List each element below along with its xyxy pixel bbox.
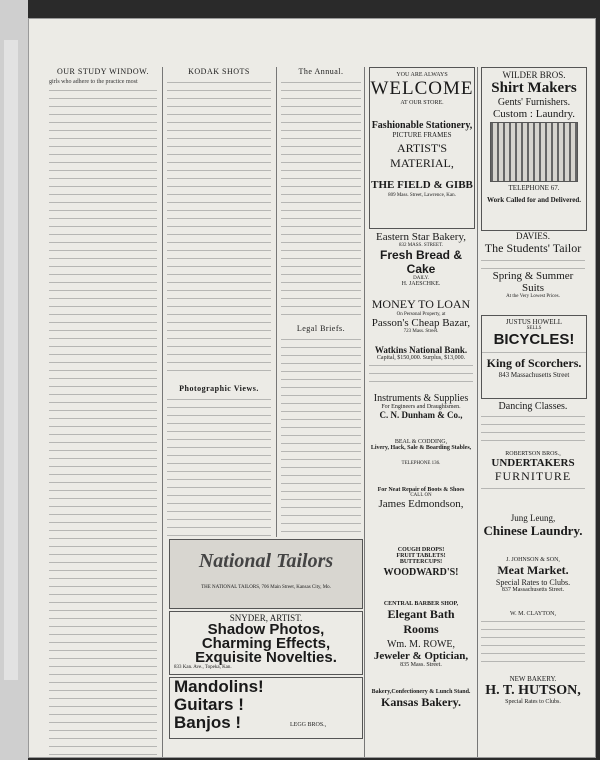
welcome-title: YOU ARE ALWAYS (396, 72, 448, 78)
welcome-ad (369, 67, 475, 229)
legal-briefs-heading: Legal Briefs. (296, 324, 346, 333)
page-edge-left (0, 0, 28, 760)
beal-name: BEAL & CODDING, (394, 439, 448, 445)
wilder-building-image (490, 122, 578, 182)
meat-address: 837 Massachusetts Street. (501, 587, 565, 593)
national-tailors-address: THE NATIONAL TAILORS, 706 Main Street, Kansas City, Mo. (201, 585, 331, 590)
meat-rates: Special Rates to Clubs. (495, 578, 571, 587)
buttercups: BUTTERCUPS! (399, 559, 443, 565)
watkins-small-print (369, 361, 473, 385)
welcome-address: 809 Mass. Street, Lawrence, Kan. (388, 193, 456, 198)
boot-call-on: CALL ON (410, 493, 432, 498)
dunham-instruments: Instruments & Supplies (373, 393, 469, 404)
snyder-shadow-photos: Shadow Photos, (207, 621, 325, 638)
snyder-artist-ad (169, 611, 363, 675)
rowe-name: Wm. M. ROWE, (386, 639, 456, 650)
dancing-classes-ad (481, 401, 585, 447)
kodak-shots-column (167, 67, 271, 537)
barber-shop-ad (369, 601, 473, 637)
hutson-rates: Special Rates to Clubs. (505, 699, 561, 705)
column-rule-1 (162, 67, 163, 757)
robertson-small-print (481, 484, 585, 496)
annual-column (281, 67, 361, 537)
snyder-charming-effects: Charming Effects, (201, 635, 331, 652)
banjos-text: Banjos ! (174, 713, 242, 732)
photographic-views-body-text (167, 395, 271, 537)
welcome-artist: ARTIST'S MATERIAL, (390, 141, 454, 170)
boot-name: James Edmondson, (378, 498, 464, 510)
wilder-shirt-makers: Shirt Makers (491, 80, 577, 96)
snyder-name: SNYDER, ARTIST. (229, 613, 303, 623)
meat-title: Meat Market. (497, 563, 569, 577)
welcome-big: WELCOME (370, 78, 474, 99)
beal-stables: Livery, Hack, Sale & Boarding Stables, (370, 445, 472, 451)
meat-owner: J. JOHNSON & SON, (506, 557, 560, 563)
wilder-name: WILDER BROS. (502, 70, 566, 80)
robertson-ad (481, 451, 585, 511)
column-rule-4 (477, 67, 478, 757)
photographic-views-heading: Photographic Views. (179, 384, 259, 393)
annual-heading: The Annual. (298, 67, 344, 76)
national-tailors-title: National Tailors (198, 550, 334, 572)
howell-scorchers: King of Scorchers. (486, 356, 582, 370)
kodak-shots-body-text (167, 78, 271, 378)
davies-suits: Spring & Summer Suits (492, 270, 574, 294)
national-tailors-ad (169, 539, 363, 609)
welcome-frames: PICTURE FRAMES (392, 131, 452, 139)
dunham-company: C. N. Dunham & Co., (379, 410, 463, 420)
rowe-jeweler-ad (369, 639, 473, 685)
watkins-capital: Capital, $150,000. Surplus, $13,000. (376, 355, 466, 361)
kodak-shots-heading: KODAK SHOTS (188, 67, 250, 76)
fruit-tablets: FRUIT TABLETS! (396, 553, 446, 559)
wilder-bros-ad (481, 67, 587, 231)
hutson-bakery-ad (481, 675, 585, 731)
watkins-title: Watkins National Bank. (374, 345, 468, 355)
guitars-text: Guitars ! (174, 695, 244, 714)
mandolins-ad (169, 677, 363, 739)
money-title: MONEY TO LOAN (371, 297, 471, 311)
robertson-undertakers: UNDERTAKERS (491, 457, 575, 469)
laundry-title: Chinese Laundry. (483, 523, 583, 538)
kansas-bakery-ad (369, 689, 473, 729)
bakery-address: 832 MASS. STREET. (398, 243, 444, 248)
mandolins-text: Mandolins! (174, 677, 264, 696)
wilder-laundry: Custom : Laundry. (492, 108, 576, 120)
bakery-ad (369, 231, 473, 293)
money-sub: On Personal Property, at (396, 312, 446, 317)
legg-bros-text: LEGG BROS., (290, 722, 327, 728)
howell-address: 843 Massachusetts Street (498, 371, 570, 379)
boot-repair-title: For Neat Repair of Boots & Shoes (377, 487, 465, 493)
bakery-title: Eastern Star Bakery, (375, 231, 466, 243)
wilder-furnishers: Gents' Furnishers. (497, 97, 571, 108)
dunham-engineers: For Engineers and Draughtsmen. (381, 404, 461, 410)
howell-bicycles-ad (481, 315, 587, 399)
bakery-daily: DAILY. (413, 276, 429, 281)
annual-body-text (281, 78, 361, 318)
welcome-stationery: Fashionable Stationery, (371, 120, 473, 131)
watkins-bank-ad (369, 345, 473, 391)
cough-drops: COUGH DROPS! (397, 547, 445, 553)
howell-small-print (482, 348, 586, 356)
wilder-delivery-note: Work Called for and Delivered. (486, 196, 582, 204)
wilder-telephone: TELEPHONE 67. (508, 184, 560, 192)
money-loan-ad (369, 297, 473, 343)
beal-telephone: TELEPHONE 136. (401, 461, 441, 466)
clayton-ad (481, 611, 585, 671)
dancing-title: Dancing Classes. (498, 401, 568, 412)
boot-repair-ad (369, 487, 473, 543)
barber-title: CENTRAL BARBER SHOP, (383, 601, 459, 607)
newspaper-page (28, 18, 596, 758)
kansas-bakery-name: Kansas Bakery. (380, 695, 461, 709)
snyder-address: 833 Kan. Ave., Topeka, Kan. (174, 665, 232, 670)
robertson-name: ROBERTSON BROS., (505, 451, 561, 457)
study-window-heading: OUR STUDY WINDOW. (57, 67, 149, 76)
cough-drops-ad (369, 547, 473, 597)
beal-codding-ad (369, 439, 473, 483)
rowe-jeweler: Jeweler & Optician, (373, 650, 469, 662)
robertson-furniture: FURNITURE (494, 469, 572, 483)
money-address: 723 Mass. Street. (403, 329, 439, 334)
legal-briefs-body-text (281, 335, 361, 537)
page-edge-inner (4, 40, 18, 680)
clayton-name: W. M. CLAYTON, (510, 611, 556, 617)
column-rule-2 (276, 67, 277, 537)
barber-bath-rooms: Elegant Bath Rooms (387, 607, 455, 636)
welcome-field-gibb: THE FIELD & GIBB (371, 179, 473, 191)
bakery-main: Fresh Bread & Cake (379, 248, 463, 276)
welcome-sub: AT OUR STORE. (400, 100, 444, 106)
davies-students-tailor: The Students' Tailor (484, 241, 582, 255)
study-window-body-text (49, 86, 157, 757)
dunham-ad (369, 393, 473, 435)
dancing-body-text (481, 412, 585, 442)
hutson-new-bakery: NEW BAKERY. (509, 675, 557, 683)
chinese-laundry-ad (481, 513, 585, 553)
study-window-first-line: girls who adhere to the practice most (49, 79, 138, 85)
davies-prices: At the Very Lowest Prices. (506, 294, 560, 299)
study-window-column (49, 67, 157, 757)
howell-bicycles: BICYCLES! (493, 331, 575, 348)
howell-sells: SELLS (526, 326, 542, 331)
rowe-address: 835 Mass. Street. (400, 662, 442, 668)
hutson-name: H. T. HUTSON, (485, 683, 581, 698)
howell-name: JUSTUS HOWELL (505, 318, 563, 326)
meat-market-ad (481, 557, 585, 607)
column-rule-3 (364, 67, 365, 757)
davies-ad (481, 231, 585, 311)
money-name: Passon's Cheap Bazar, (371, 317, 471, 329)
woodwards: WOODWARD'S! (383, 567, 459, 578)
clayton-body-text (481, 617, 585, 663)
laundry-owner: Jung Leung, (510, 513, 556, 523)
davies-name: DAVIES. (515, 231, 551, 241)
davies-small-print (481, 256, 585, 270)
snyder-novelties: Exquisite Novelties. (195, 649, 337, 666)
bakery-owner: H. JAESCHKE. (401, 281, 441, 287)
kansas-bakery-stand: Bakery,Confectionery & Lunch Stand. (371, 689, 471, 695)
